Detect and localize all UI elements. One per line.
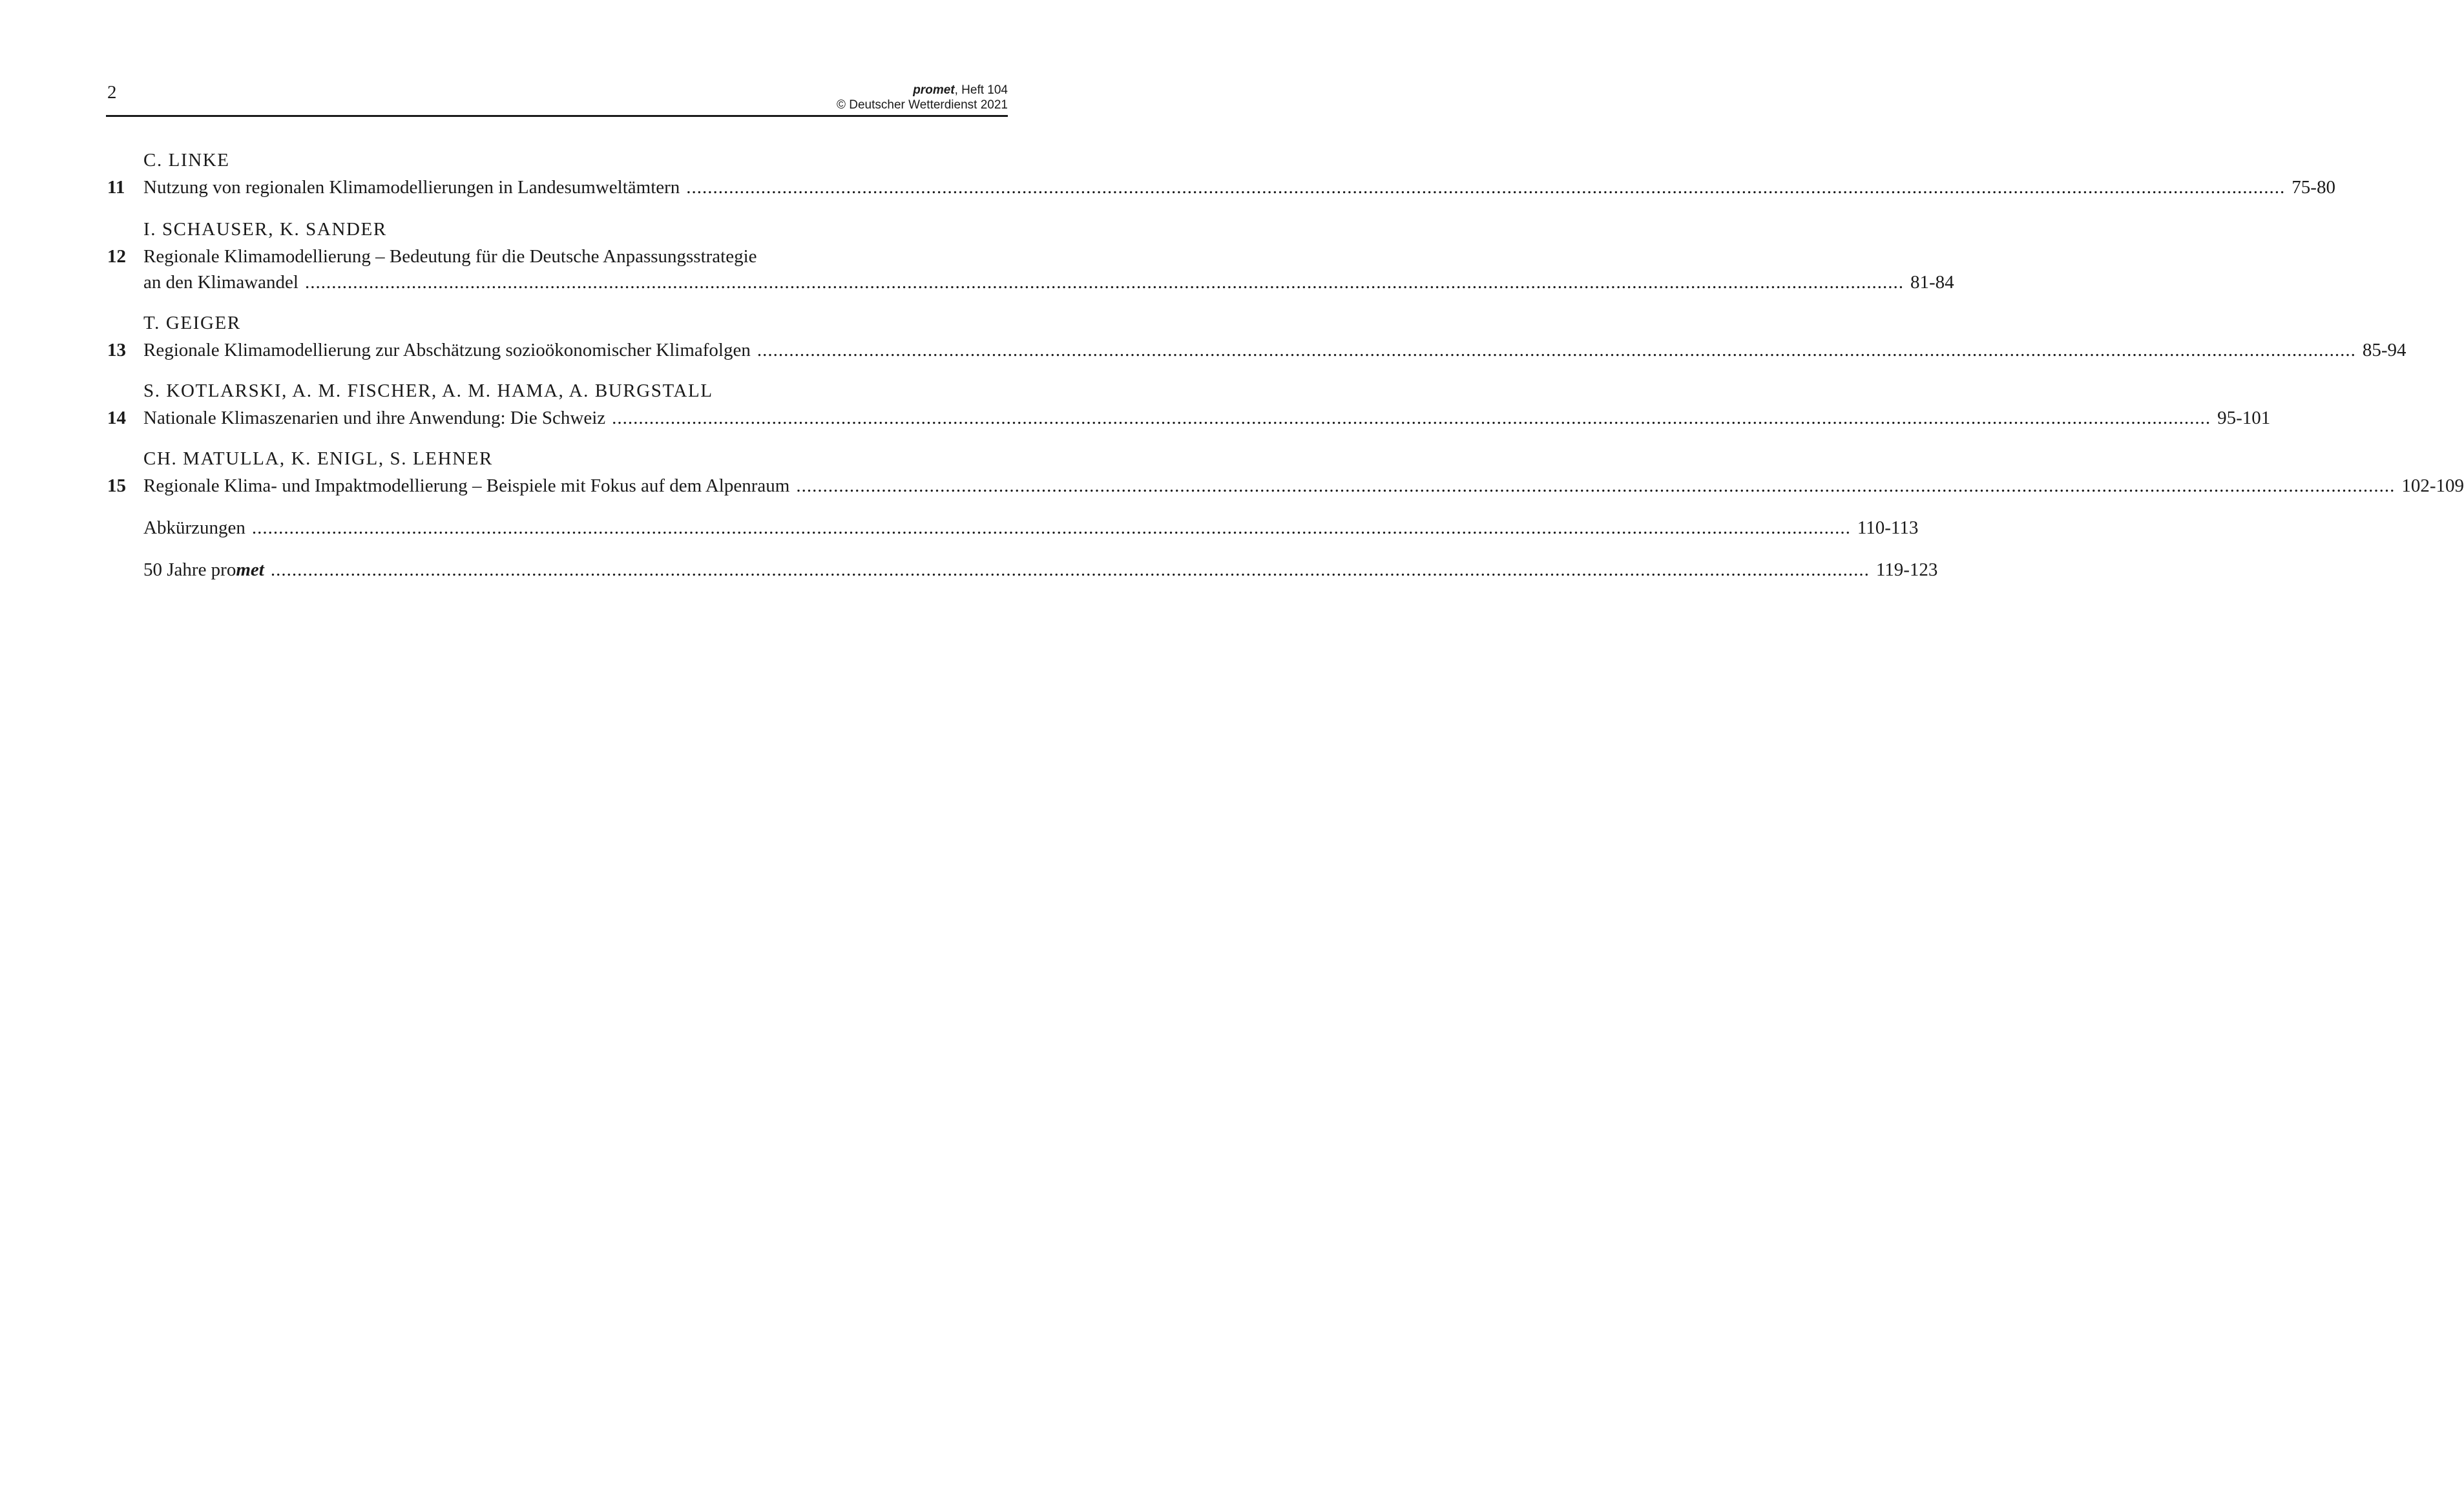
dot-leader: ............................................................................................................................................................................................................................................................................................................ — [686, 177, 2286, 198]
page-number: 2 — [107, 82, 117, 103]
entry-number: 11 — [107, 177, 125, 198]
entry-pages: 81-84 — [1910, 272, 1954, 293]
entry-title: Nutzung von regionalen Klimamodellierungen in Landesumweltämtern — [143, 177, 680, 198]
entry-title-line — [143, 473, 2464, 499]
entry-number: 12 — [107, 246, 126, 267]
dot-leader: ............................................................................................................................................................................................................................................................................................................ — [304, 272, 1904, 293]
header-rule — [106, 115, 1008, 117]
entry-authors: S. KOTLARSKI, A. M. FISCHER, A. M. HAMA, A. BURGSTALL — [143, 380, 713, 401]
journal-emphasis: met — [932, 83, 955, 97]
entry-title-continued: an den Klimawandel — [143, 272, 298, 293]
entry-pages: 110-113 — [1857, 517, 1919, 538]
dot-leader: ............................................................................................................................................................................................................................................................................................................ — [270, 559, 1870, 580]
entry-title-line — [143, 174, 2335, 200]
dot-leader: ............................................................................................................................................................................................................................................................................................................ — [757, 340, 2356, 360]
entry-title-line — [143, 244, 1008, 269]
entry-pages: 95-101 — [2217, 408, 2271, 428]
journal-issue — [837, 83, 1008, 98]
entry-number: 13 — [107, 340, 126, 360]
entry-title-line — [143, 269, 1954, 295]
entry-title: Regionale Klimamodellierung – Bedeutung für die Deutsche Anpassungsstrategie — [143, 246, 757, 267]
entry-authors: C. LINKE — [143, 150, 230, 171]
entry-pages: 75-80 — [2292, 177, 2335, 198]
issue-label: , Heft 104 — [954, 83, 1008, 97]
entry-title: Nationale Klimaszenarien und ihre Anwendung: Die Schweiz — [143, 408, 606, 428]
entry-title — [143, 557, 264, 583]
entry-number: 14 — [107, 408, 126, 428]
entry-title-line — [143, 515, 1919, 541]
entry-title-line — [143, 557, 1938, 583]
dot-leader: ............................................................................................................................................................................................................................................................................................................ — [251, 517, 1851, 538]
title-prefix: 50 Jahre pro — [143, 559, 236, 580]
entry-pages: 102-109 — [2401, 475, 2464, 496]
entry-title: Regionale Klima- und Impaktmodellierung – Beispiele mit Fokus auf dem Alpenraum — [143, 475, 790, 496]
entry-authors: CH. MATULLA, K. ENIGL, S. LEHNER — [143, 448, 493, 469]
entry-title-line — [143, 337, 2407, 363]
title-emphasis: met — [236, 559, 264, 580]
entry-authors: I. SCHAUSER, K. SANDER — [143, 219, 387, 240]
running-header — [837, 83, 1008, 112]
entry-number: 15 — [107, 475, 126, 496]
entry-pages: 119-123 — [1875, 559, 1938, 580]
entry-title: Regionale Klimamodellierung zur Abschätzung sozioökonomischer Klimafolgen — [143, 340, 751, 360]
dot-leader: ............................................................................................................................................................................................................................................................................................................ — [612, 408, 2211, 428]
entry-title: Abkürzungen — [143, 517, 245, 538]
entry-title-line — [143, 405, 2271, 431]
entry-authors: T. GEIGER — [143, 313, 241, 333]
entry-pages: 85-94 — [2362, 340, 2407, 360]
journal-prefix: pro — [913, 83, 933, 97]
copyright: © Deutscher Wetterdienst 2021 — [836, 98, 1008, 112]
dot-leader: ............................................................................................................................................................................................................................................................................................................ — [796, 475, 2396, 496]
